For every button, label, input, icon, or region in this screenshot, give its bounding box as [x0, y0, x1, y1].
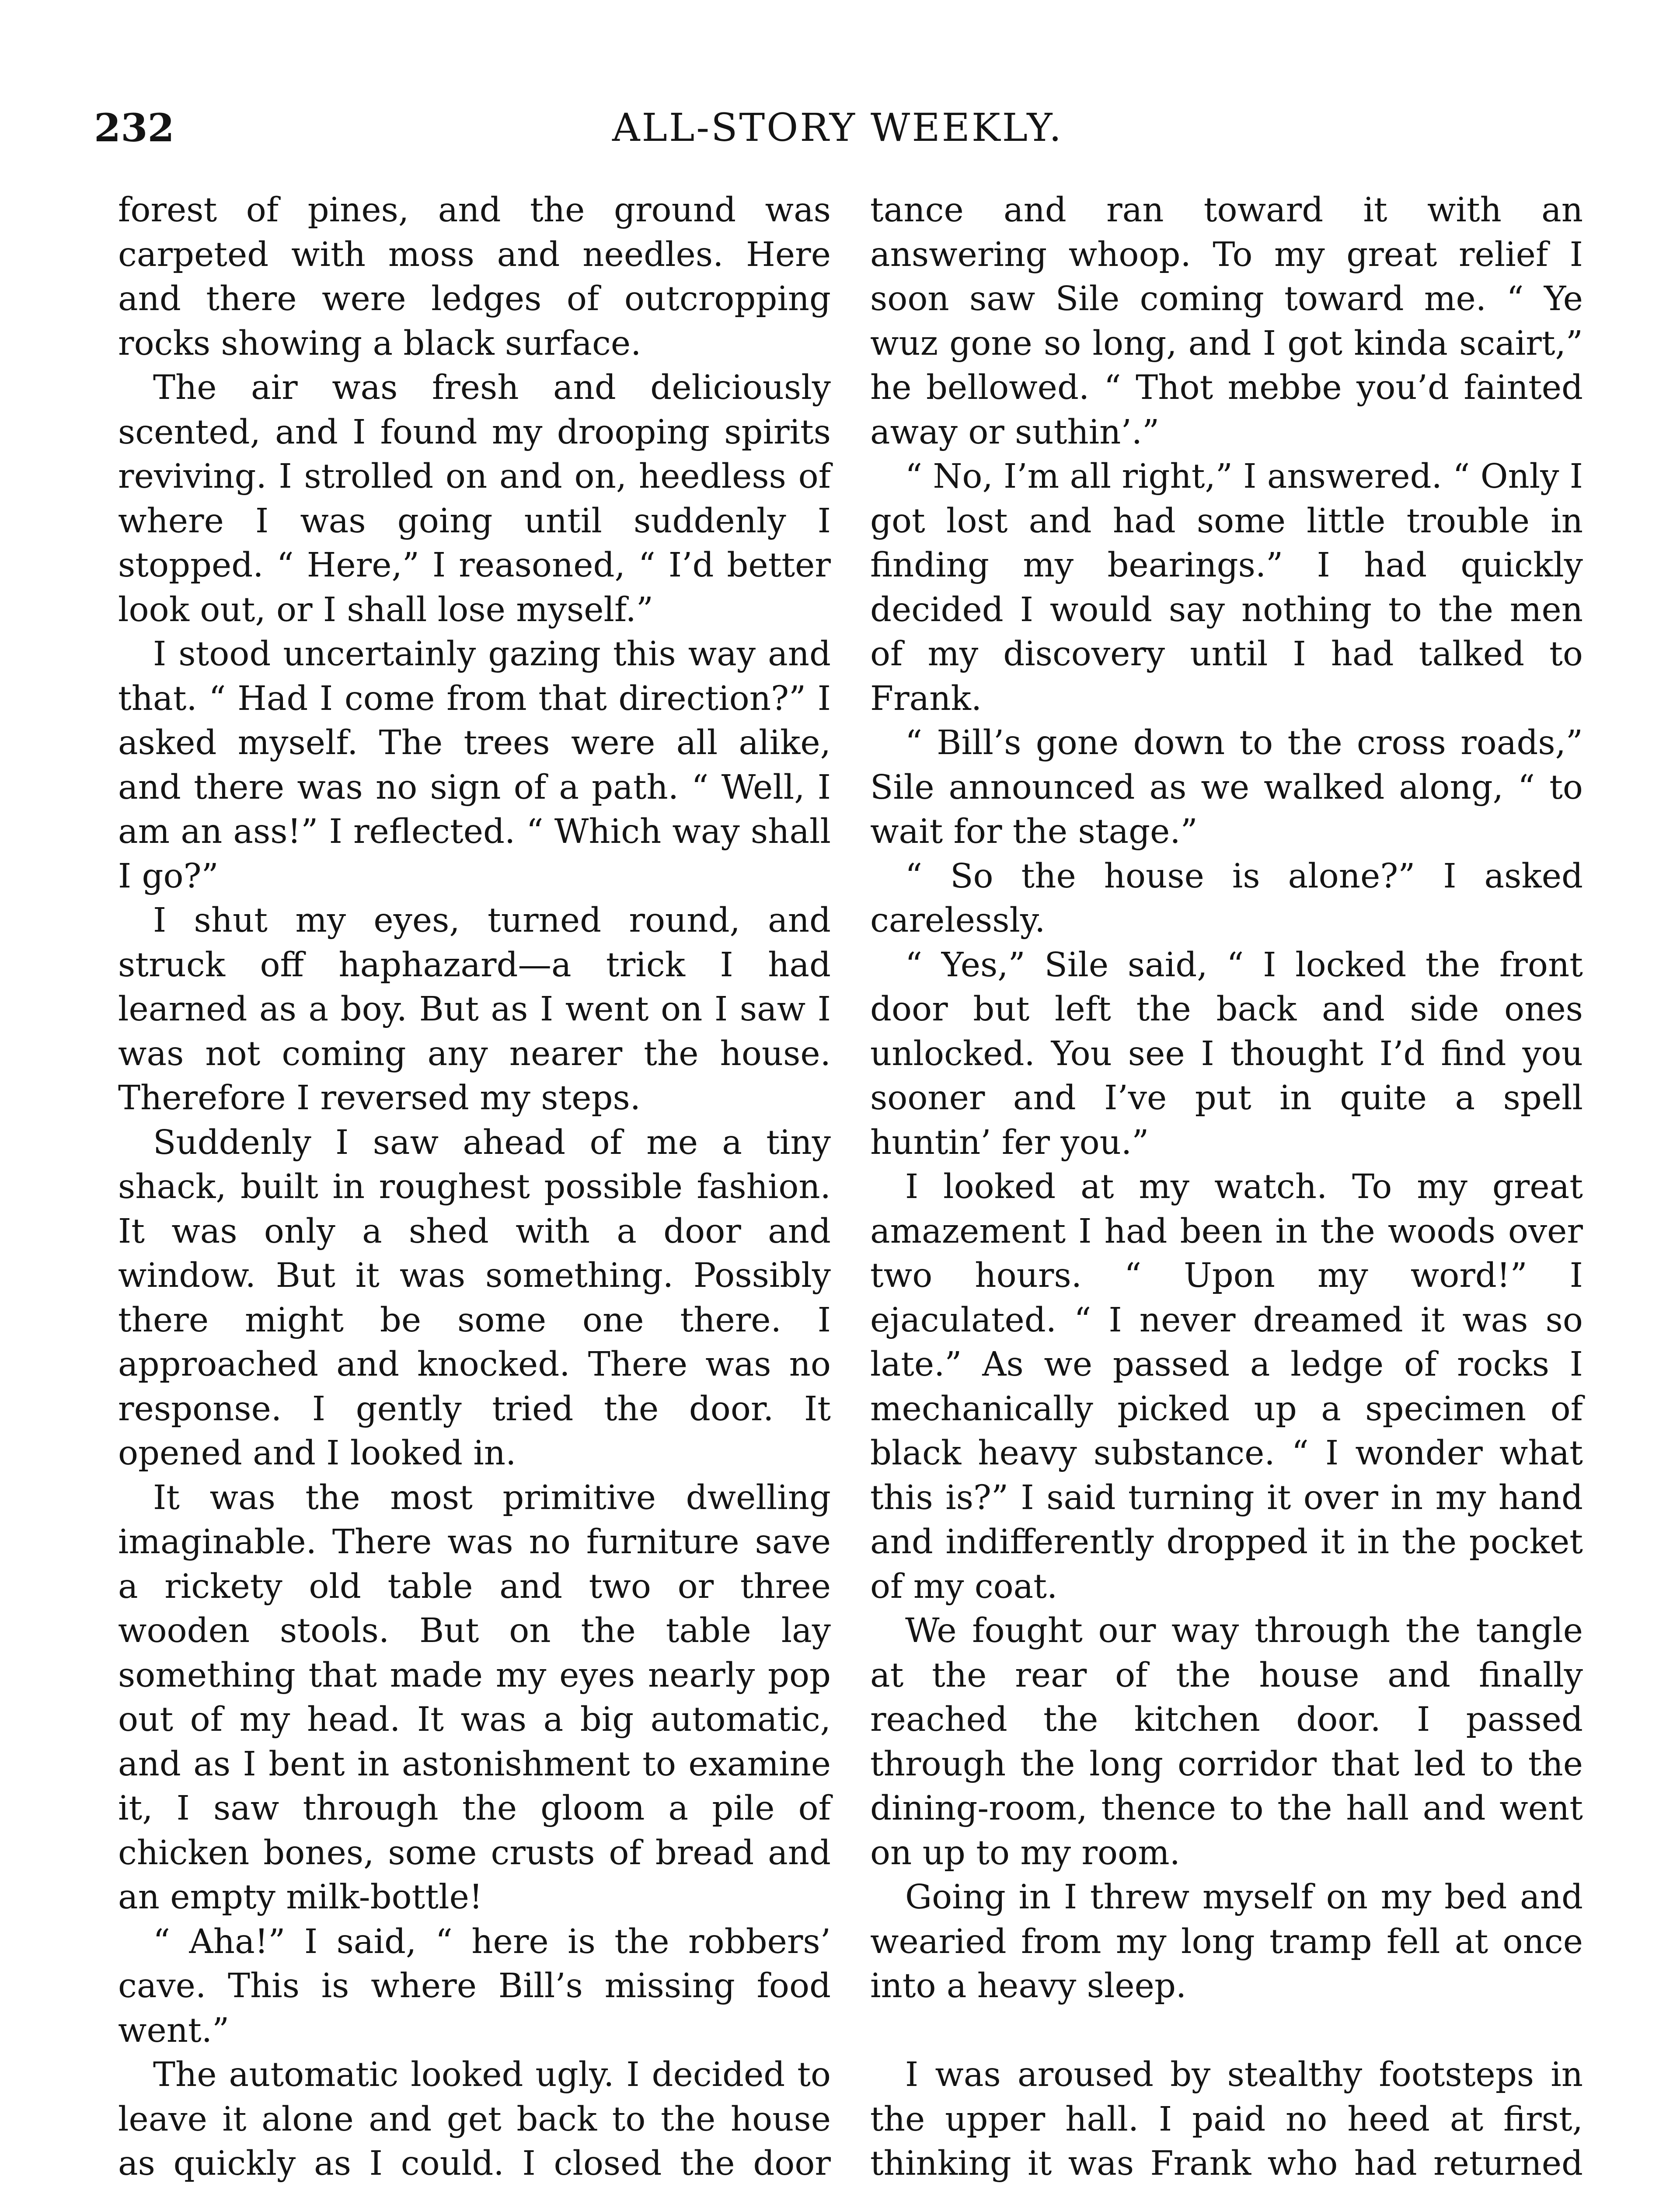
right-column [870, 188, 1583, 2187]
paragraph: It was the most primitive dwelling imaginable. There was no furniture save a rickety old table and two or three wooden stools. But on the table lay something that made my eyes nearly pop out of my head. It was a big automatic, and as I bent in astonishment to examine it, I saw through the gloom a pile of chicken bones, some crusts of bread and an empty milk-bottle! [118, 1478, 831, 1917]
paragraph: I shut my eyes, turned round, and struck off haphazard—a trick I had learned as a boy. But as I went on I saw I was not coming any nearer the house. Therefore I reversed my steps. [118, 901, 831, 1118]
paragraph: “ Aha!” I said, “ here is the robbers’ cave. This is where Bill’s missing food went.” [118, 1922, 831, 2050]
paragraph: Going in I threw myself on my bed and wearied from my long tramp fell at once into a heavy sleep. [870, 1878, 1583, 2005]
section-break [870, 2009, 1583, 2053]
paragraph: tance and ran toward it with an answering whoop. To my great relief I soon saw Sile coming toward me. “ Ye wuz gone so long, and I got kinda scairt,” he bellowed. “ Thot mebbe you’d fainted away or suthin’.” [870, 191, 1583, 452]
paragraph: I looked at my watch. To my great amazement I had been in the woods over two hours. “ Upon my word!” I ejaculated. “ I never dreamed it was so late.” As we passed a ledge of rocks I mechanically picked up a specimen of black heavy substance. “ I wonder what this is?” I said turning it over in my hand and indifferently dropped it in the pocket of my coat. [870, 1167, 1583, 1606]
paragraph: We fought our way through the tangle at the rear of the house and finally reached the kitchen door. I passed through the long corridor that led to the dining-room, thence to the hall and went on up to my room. [870, 1611, 1583, 1873]
paragraph: I stood uncertainly gazing this way and that. “ Had I come from that direction?” I asked myself. The trees were all alike, and there was no sign of a path. “ Well, I am an ass!” I reflected. “ Which way shall I go?” [118, 635, 831, 896]
paragraph: forest of pines, and the ground was carpeted with moss and needles. Here and there were ledges of outcropping rocks showing a black surface. [118, 191, 831, 363]
paragraph: The automatic looked ugly. I decided to leave it alone and get back to the house as quickly as I could. I closed the door [118, 2055, 831, 2183]
paragraph: “ Bill’s gone down to the cross roads,” Sile announced as we walked along, “ to wait for the stage.” [870, 723, 1583, 851]
page-number: 232 [94, 105, 174, 150]
paragraph: “ So the house is alone?” I asked carelessly. [870, 856, 1583, 940]
page-header [0, 105, 1680, 162]
left-column [118, 188, 831, 2187]
paragraph: The air was fresh and deliciously scented, and I found my drooping spirits reviving. I strolled on and on, heedless of where I was going until suddenly I stopped. “ Here,” I reasoned, “ I’d better look out, or I shall lose myself.” [118, 368, 831, 629]
paragraph: “ No, I’m all right,” I answered. “ Only I got lost and had some little trouble in finding my bearings.” I had quickly decided I would say nothing to the men of my discovery until I had talked to Frank. [870, 457, 1583, 718]
paragraph: Suddenly I saw ahead of me a tiny shack, built in roughest possible fashion. It was only a shed with a door and window. But it was something. Possibly there might be some one there. I approached and knocked. There was no response. I gently tried the door. It opened and I looked in. [118, 1123, 831, 1473]
paragraph: “ Yes,” Sile said, “ I locked the front door but left the back and side ones unlocked. You see I thought I’d find you sooner and I’ve put in quite a spell huntin’ fer you.” [870, 945, 1583, 1162]
running-head: ALL-STORY WEEKLY. [612, 105, 1063, 150]
paragraph: I was aroused by stealthy footsteps in the upper hall. I paid no heed at first, thinking it was Frank who had returned [870, 2055, 1583, 2183]
